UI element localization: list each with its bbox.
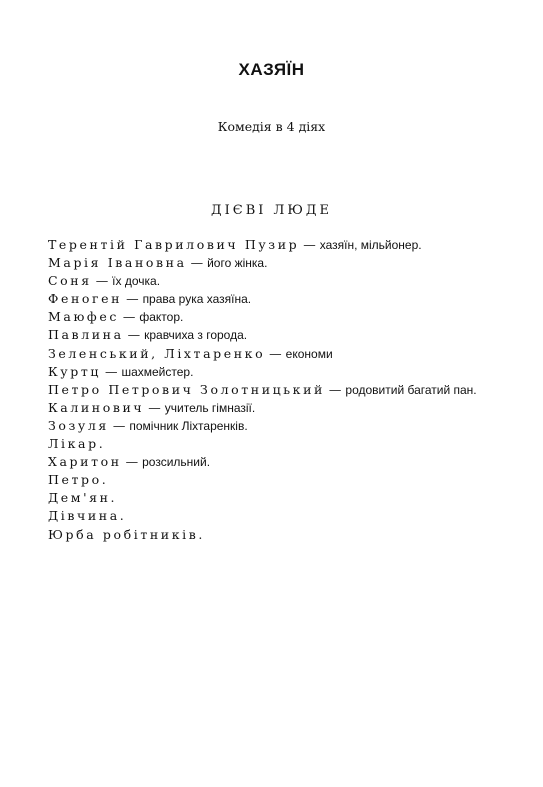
- character-name: Харитон: [48, 454, 122, 470]
- separator: —: [324, 381, 346, 397]
- character-description: помічник Ліхтаренків.: [129, 418, 248, 433]
- separator: —: [91, 273, 113, 289]
- cast-item: [48, 471, 508, 489]
- cast-item: [48, 272, 508, 290]
- cast-heading: ДІЄВІ ЛЮДЕ: [211, 203, 332, 218]
- cast-item: [48, 453, 508, 471]
- character-name: Маюфес: [48, 309, 119, 325]
- cast-item: [48, 254, 508, 272]
- character-description: їх дочка.: [112, 274, 161, 289]
- character-description: права рука хазяїна.: [142, 292, 252, 307]
- character-name: Зеленський, Ліхтаренко: [48, 345, 266, 361]
- character-name: Лікар.: [48, 436, 106, 452]
- cast-list: [48, 236, 508, 544]
- play-subtitle: Комедія в 4 діях: [217, 119, 326, 134]
- character-description: шахмейстер.: [121, 364, 194, 379]
- character-name: Дівчина.: [48, 508, 127, 524]
- cast-item: [48, 326, 508, 344]
- separator: —: [122, 291, 143, 307]
- character-name: Куртц: [48, 363, 101, 379]
- character-name: Терентій Гаврилович Пузир: [48, 237, 300, 252]
- separator: —: [121, 454, 143, 470]
- separator: —: [144, 399, 165, 415]
- character-name: Феноген: [48, 291, 123, 307]
- cast-item: [48, 381, 508, 399]
- character-name: Юрба робітників.: [48, 526, 205, 542]
- cast-item: [48, 507, 508, 525]
- character-description: його жінка.: [207, 256, 268, 271]
- character-name: Калинович: [48, 399, 145, 415]
- character-description: родовитий багатий пан.: [345, 382, 477, 397]
- character-name: Марія Івановна: [48, 255, 187, 271]
- character-name: Павлина: [48, 327, 124, 343]
- separator: —: [186, 255, 208, 271]
- character-name: Соня: [48, 273, 92, 289]
- play-title: ХАЗЯЇН: [238, 60, 305, 79]
- cast-item: [48, 526, 508, 544]
- character-description: хазяїн, мільйонер.: [319, 238, 422, 252]
- separator: —: [299, 237, 320, 252]
- cast-item: [48, 435, 508, 453]
- separator: —: [118, 309, 140, 325]
- cast-item: [48, 290, 508, 308]
- cast-item: [48, 363, 508, 381]
- separator: —: [265, 345, 286, 361]
- character-description: розсильний.: [142, 455, 211, 470]
- character-description: кравчиха з города.: [144, 328, 248, 343]
- cast-item: [48, 308, 508, 326]
- separator: —: [108, 417, 130, 433]
- separator: —: [100, 363, 122, 379]
- cast-item: [48, 399, 508, 417]
- character-name: Зозуля: [48, 417, 109, 433]
- character-description: економи: [285, 346, 333, 361]
- character-description: фактор.: [139, 310, 184, 325]
- cast-item: [48, 489, 508, 507]
- character-name: Дем'ян.: [48, 490, 118, 506]
- cast-item: [48, 345, 508, 363]
- cast-item: [48, 236, 508, 254]
- cast-item: [48, 417, 508, 435]
- character-description: учитель гімназії.: [164, 400, 256, 415]
- character-name: Петро Петрович Золотницький: [48, 381, 325, 397]
- character-name: Петро.: [48, 472, 109, 488]
- separator: —: [123, 327, 145, 343]
